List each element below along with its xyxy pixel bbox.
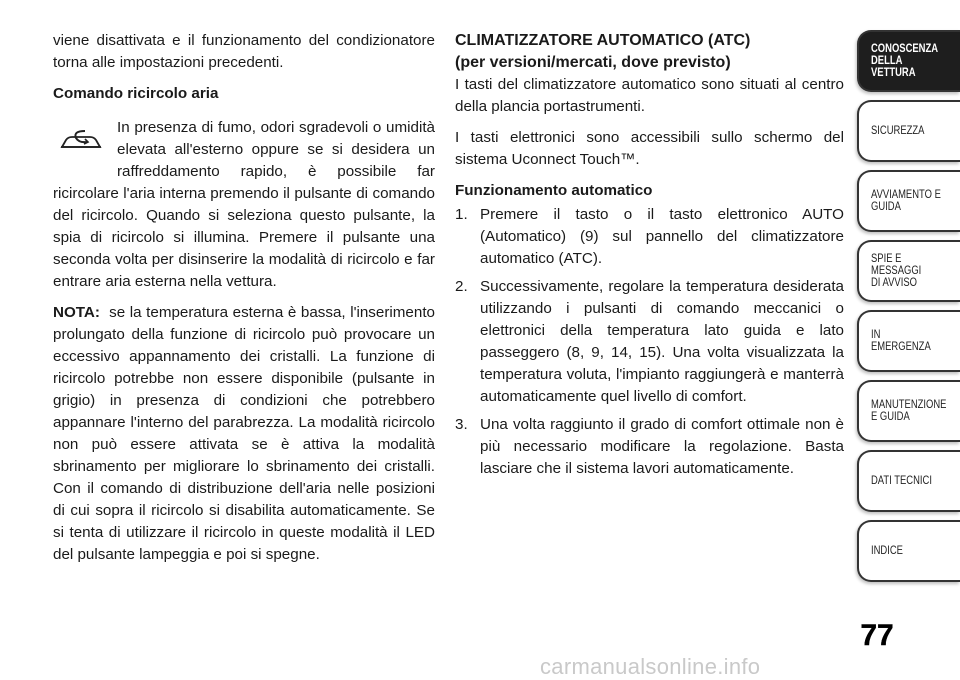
note-label: NOTA: [53, 304, 100, 321]
uconnect-paragraph: I tasti elettronici sono accessibili sullo schermo del sistema Uconnect Touch™. [455, 129, 844, 168]
list-number: 2. [455, 278, 468, 295]
list-item [455, 276, 844, 408]
tab-dati-tecnici[interactable]: DATI TECNICI [857, 450, 960, 512]
intro-paragraph: I tasti del climatizzatore automatico sono situati al centro della plancia portastrumenti. [455, 76, 844, 115]
section-subtitle: (per versioni/mercati, dove previsto) [455, 54, 731, 71]
list-item [455, 204, 844, 270]
recirculation-car-icon [53, 119, 117, 163]
recirculation-heading: Comando ricircolo aria [53, 85, 219, 102]
tab-in-emergenza[interactable]: IN EMERGENZA [857, 310, 960, 372]
tab-indice[interactable]: INDICE [857, 520, 960, 582]
section-title: CLIMATIZZATORE AUTOMATICO (ATC) [455, 32, 751, 49]
list-text: Una volta raggiunto il grado di comfort ottimale non è più necessario modificare la regolazione. Basta lasciare che il sistema lavori automaticamente. [480, 416, 844, 477]
list-text: Successivamente, regolare la temperatura desiderata utilizzando i pulsanti di comando meccanici o elettronici della temperatura lato guida e lato passeggero (8, 9, 14, 15). Una volta visualizzata la temperatura voluta, l'impianto raggiungerà e manterrà automaticamente quel livello di comfort. [480, 278, 844, 405]
list-number: 1. [455, 206, 468, 223]
tab-avviamento-e-guida[interactable]: AVVIAMENTO E GUIDA [857, 170, 960, 232]
list-text: Premere il tasto o il tasto elettronico AUTO (Automatico) (9) sul pannello del climatizzatore automatico (ATC). [480, 206, 844, 267]
note-text: se la temperatura esterna è bassa, l'inserimento prolungato della funzione di ricircolo può provocare un eccessivo appannamento dei cristalli. La funzione di ricircolo potrebbe non essere disponibile (pulsante in grigio) in presenza di condizioni che potrebbero appannare l'interno del parabrezza. La modalità ricircolo non può essere attivata se è attiva la modalità sbrinamento per migliorare lo sbrinamento dei cristalli. Con il comando di distribuzione dell'aria nelle posizioni di cui sopra il ricircolo si disabilita automaticamente. Se si tenta di utilizzare il ricircolo in queste modalità il LED del pulsante lampeggia e poi si spegne. [53, 304, 435, 563]
right-column [455, 30, 844, 480]
auto-operation-heading: Funzionamento automatico [455, 182, 653, 199]
page-number: 77 [860, 619, 894, 652]
chapter-tabs [857, 30, 960, 590]
list-number: 3. [455, 416, 468, 433]
watermark: carmanualsonline.info [540, 654, 761, 679]
recirculation-paragraph [53, 117, 435, 293]
tab-spie-e-messaggi[interactable]: SPIE E MESSAGGI DI AVVISO [857, 240, 960, 302]
left-column [53, 30, 435, 566]
tab-conoscenza-della-vettura[interactable]: CONOSCENZA DELLA VETTURA [857, 30, 960, 92]
tab-sicurezza[interactable]: SICUREZZA [857, 100, 960, 162]
continuation-paragraph: viene disattivata e il funzionamento del condizionatore torna alle impostazioni precedenti. [53, 32, 435, 71]
tab-manutenzione[interactable]: MANUTENZIONE E GUIDA [857, 380, 960, 442]
note-paragraph [53, 302, 435, 566]
list-item [455, 414, 844, 480]
recirculation-text: In presenza di fumo, odori sgradevoli o umidità elevata all'esterno oppure se si desidera un raffreddamento rapido, è possibile far ricircolare l'aria interna premendo il pulsante di comando del ricircolo. Quando si seleziona questo pulsante, la spia di ricircolo si illumina. Premere il pulsante una seconda volta per disinserire la modalità di ricircolo e far entrare aria esterna nella vettura. [53, 119, 435, 290]
